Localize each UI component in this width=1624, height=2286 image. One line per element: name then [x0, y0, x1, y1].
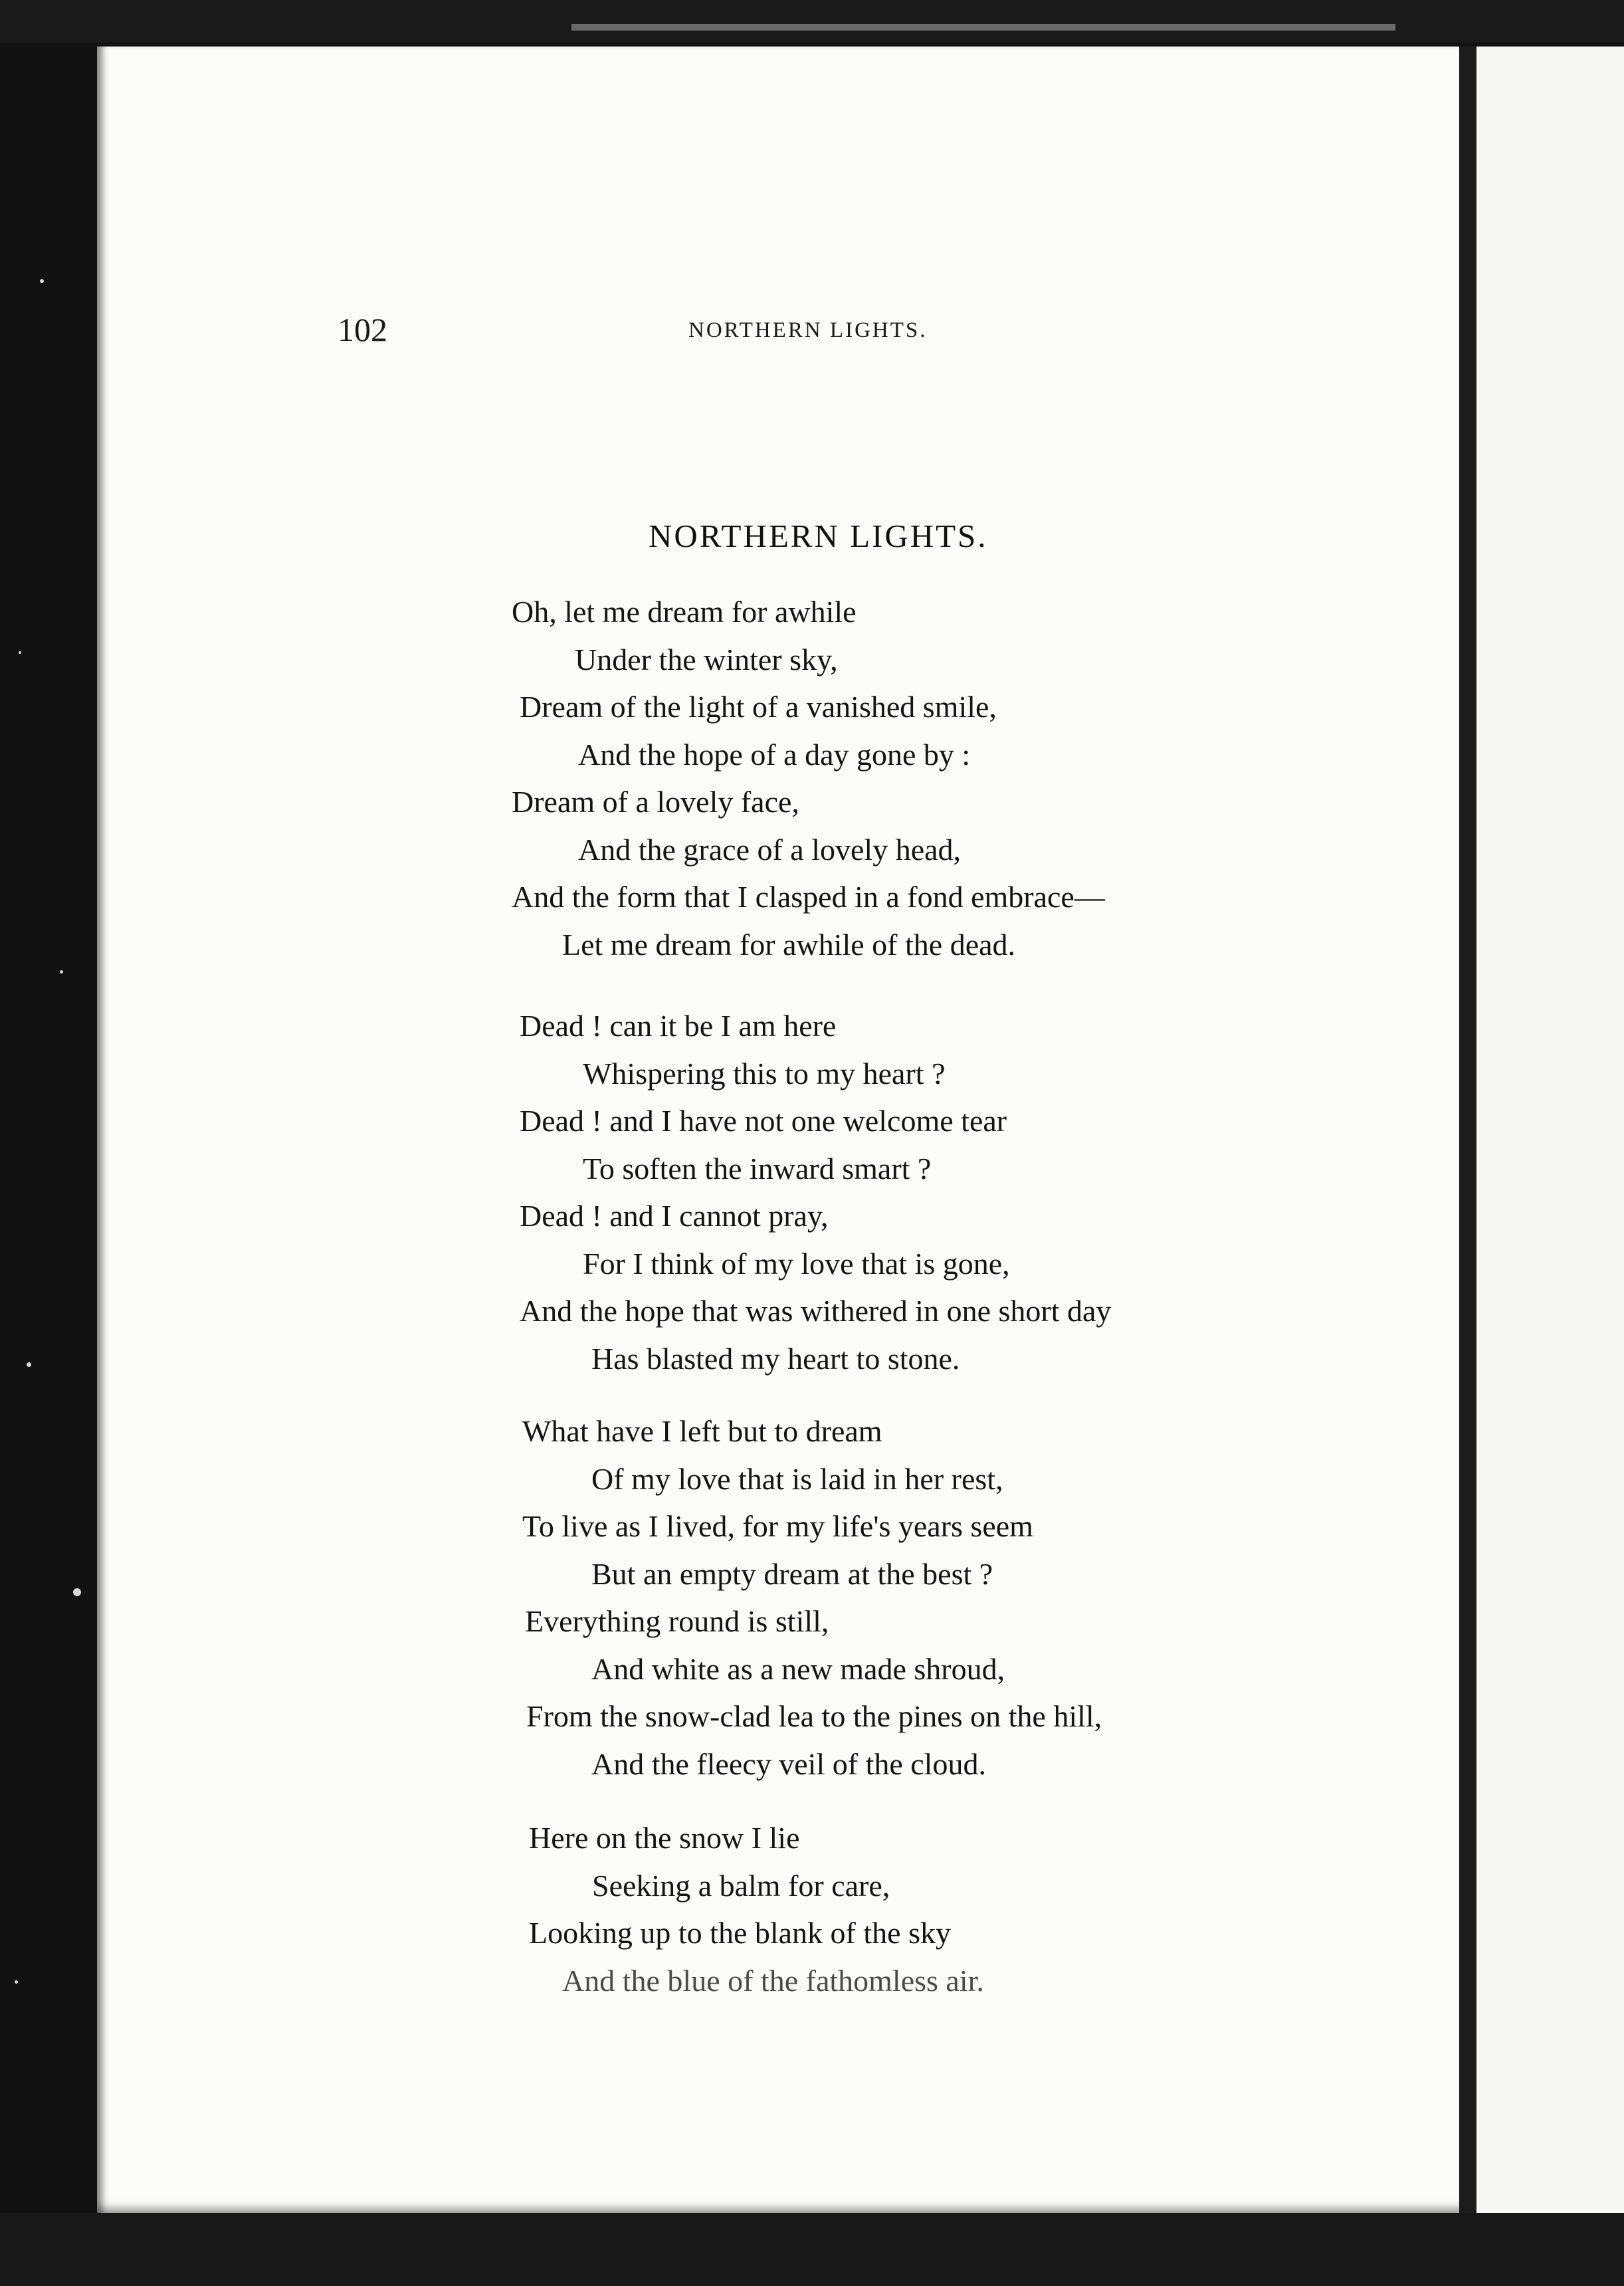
poem-line: Dead ! can it be I am here [520, 1009, 837, 1043]
poem-line: Dream of the light of a vanished smile, [520, 690, 997, 724]
poem-line: Has blasted my heart to stone. [591, 1341, 960, 1376]
poem-line: Dead ! and I have not one welcome tear [520, 1104, 1007, 1138]
stanza-2 [520, 1002, 1111, 1382]
poem-line: Dead ! and I cannot pray, [520, 1199, 829, 1233]
poem-line: Here on the snow I lie [529, 1821, 800, 1855]
poem-line: And the blue of the fathomless air. [562, 1963, 984, 1998]
scan-speck [40, 279, 44, 283]
poem-line: To soften the inward smart ? [583, 1151, 932, 1186]
poem-line: For I think of my love that is gone, [583, 1246, 1010, 1281]
poem-line: Looking up to the blank of the sky [529, 1916, 951, 1950]
scan-speck [15, 1980, 18, 1984]
poem-line: And the grace of a lovely head, [578, 832, 962, 867]
poem-line: And the form that I clasped in a fond embrace— [512, 880, 1105, 914]
poem-line: What have I left but to dream [522, 1414, 882, 1448]
poem-title: NORTHERN LIGHTS. [649, 518, 988, 554]
poem-line: But an empty dream at the best ? [591, 1556, 993, 1591]
poem-line: Oh, let me dream for awhile [512, 595, 857, 629]
page-number: 102 [338, 311, 387, 348]
scan-speck [60, 970, 63, 974]
binding-edge [571, 24, 1395, 31]
poem-line: And the hope that was withered in one short day [520, 1294, 1112, 1328]
stanza-4 [529, 1814, 984, 2004]
running-head [97, 310, 1459, 350]
poem-line: Whispering this to my heart ? [583, 1056, 946, 1091]
book-gutter [1459, 47, 1476, 2213]
facing-page-edge [1476, 47, 1624, 2213]
scan-speck [27, 1362, 31, 1367]
poem-line: Let me dream for awhile of the dead. [562, 927, 1016, 962]
poem-line: To live as I lived, for my life's years seem [522, 1509, 1033, 1543]
poem-line: Of my love that is laid in her rest, [591, 1461, 1003, 1496]
stanza-3 [522, 1407, 1102, 1788]
scan-speck [73, 1588, 81, 1596]
poem-line: Under the winter sky, [575, 642, 838, 676]
poem-line: And the hope of a day gone by : [578, 737, 971, 772]
scan-top-border [0, 0, 1624, 43]
book-page [97, 47, 1459, 2213]
poem-line: And white as a new made shroud, [591, 1651, 1005, 1686]
stanza-1 [512, 588, 1105, 968]
running-title: NORTHERN LIGHTS. [688, 318, 928, 342]
scan-speck [19, 651, 21, 654]
poem-line: Dream of a lovely face, [512, 785, 799, 819]
scan-bottom-border [0, 2213, 1624, 2286]
poem-line: Seeking a balm for care, [592, 1868, 890, 1903]
poem-line: From the snow-clad lea to the pines on the hill, [526, 1699, 1102, 1733]
poem-line: And the fleecy veil of the cloud. [591, 1746, 986, 1781]
poem-line: Everything round is still, [525, 1604, 829, 1638]
